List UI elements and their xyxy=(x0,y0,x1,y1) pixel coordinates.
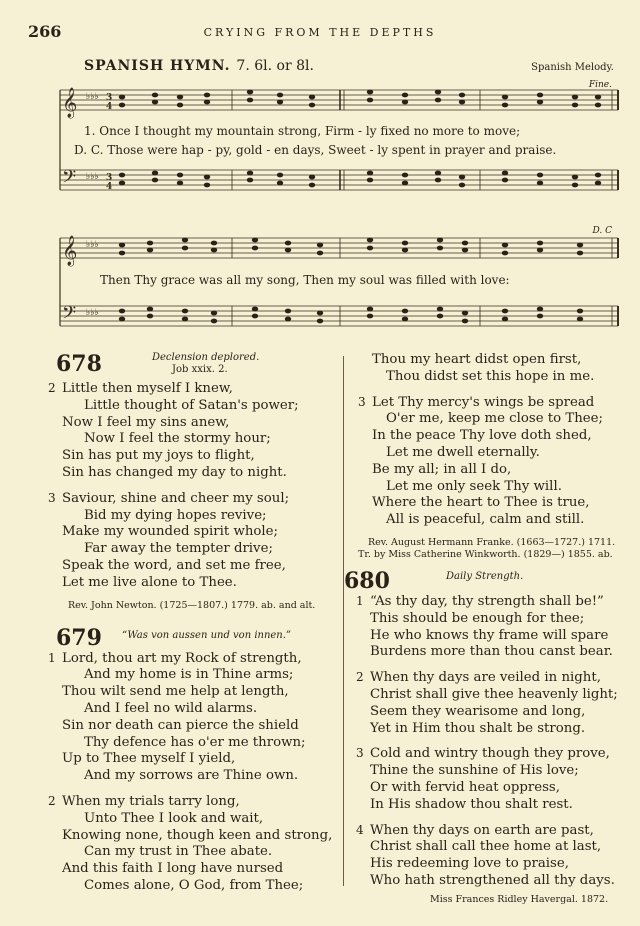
hymn-number: 679 xyxy=(56,624,102,651)
translator-credit: Tr. by Miss Catherine Winkworth. (1829—) 1855. ab. xyxy=(358,548,613,560)
lyric-line-2: Then Thy grace was all my song, Then my soul was filled with love: xyxy=(100,273,510,287)
verse-line: Speak the word, and set me free, xyxy=(62,557,286,573)
verse-line: And I feel no wild alarms. xyxy=(84,700,258,716)
verse-line: Thy defence has o'er me thrown; xyxy=(84,734,306,750)
verse-line: His redeeming love to praise, xyxy=(370,856,569,872)
verse-line: Burdens more than thou canst bear. xyxy=(370,644,613,660)
verse: 3 Cold and wintry though they prove, Thine the sunshine of His love; Or with fervid heat oppress, In His shadow thou shalt rest. xyxy=(370,745,625,813)
svg-text:♭♭♭: ♭♭♭ xyxy=(86,172,99,182)
verse-line: Up to Thee myself I yield, xyxy=(62,751,236,767)
hymn-679-heading xyxy=(56,624,342,651)
author-credit: Miss Frances Ridley Havergal. 1872. xyxy=(430,893,609,905)
hymn-subtitle: Daily Strength. xyxy=(446,570,524,582)
svg-text:♭♭♭: ♭♭♭ xyxy=(86,240,99,250)
verse-line: Where the heart to Thee is true, xyxy=(372,495,590,511)
verse-line: Thou didst set this hope in me. xyxy=(386,368,595,384)
svg-text:𝄢: 𝄢 xyxy=(62,167,77,192)
verse-line: When thy days on earth are past, xyxy=(370,822,594,838)
author-credit: Rev. August Hermann Franke. (1663—1727.) 1711. xyxy=(368,536,616,548)
verse-line: When my trials tarry long, xyxy=(62,793,240,809)
running-title: CRYING FROM THE DEPTHS xyxy=(203,26,437,39)
verse-line: Be my all; in all I do, xyxy=(372,461,512,477)
verse-line: He who knows thy frame will spare xyxy=(370,627,609,643)
verse-line: Knowing none, though keen and strong, xyxy=(62,827,333,843)
verse-line: Bid my dying hopes revive; xyxy=(84,507,267,523)
dc-mark: D. C xyxy=(592,226,612,236)
verse-line: Christ shall give thee heavenly light; xyxy=(370,686,618,702)
svg-text:4: 4 xyxy=(106,182,113,192)
verse-line: Saviour, shine and cheer my soul; xyxy=(62,490,290,506)
verse-line: Thine the sunshine of His love; xyxy=(370,763,579,779)
left-column xyxy=(48,350,342,903)
svg-text:♭♭♭: ♭♭♭ xyxy=(86,308,99,318)
svg-text:4: 4 xyxy=(106,102,113,112)
verse-line: When thy days are veiled in night, xyxy=(370,670,601,686)
verse-line: Yet in Him thou shalt be strong. xyxy=(370,720,586,736)
verse-line: “As thy day, thy strength shall be!” xyxy=(370,593,604,609)
verse: 1 Lord, thou art my Rock of strength, And my home is in Thine arms; Thou wilt send me help at length, And I feel no wild alarms. Sin nor death can pierce the shield Thy defence has o'er me thrown; Up to Thee myself I yield, And my sorrows are Thine own. xyxy=(62,650,342,785)
verse-line: This should be enough for thee; xyxy=(370,610,585,626)
tune-source: Spanish Melody. xyxy=(531,62,614,73)
verse-line: In the peace Thy love doth shed, xyxy=(372,428,592,444)
verse-continued xyxy=(372,352,625,386)
verse-line: Sin has changed my day to night. xyxy=(62,464,287,480)
verse-line: Let me live alone to Thee. xyxy=(62,574,237,590)
tune-name: SPANISH HYMN. xyxy=(84,58,231,74)
scripture-reference: Job xxix. 2. xyxy=(172,364,228,375)
verse-line: Comes alone, O God, from Thee; xyxy=(84,877,304,893)
verse-line: Let me dwell eternally. xyxy=(386,444,540,460)
verse-line: Cold and wintry though they prove, xyxy=(370,746,610,762)
verse-line: Or with fervid heat oppress, xyxy=(370,779,560,795)
hymn-number: 680 xyxy=(344,567,390,594)
tune-meter: 7. 6l. or 8l. xyxy=(236,58,314,74)
verse-line: Can my trust in Thee abate. xyxy=(84,844,273,860)
verse-line: Lord, thou art my Rock of strength, xyxy=(62,650,302,666)
verse-line: O'er me, keep me close to Thee; xyxy=(386,411,604,427)
verse-line: Thou wilt send me help at length, xyxy=(62,684,289,700)
verse-line: And my sorrows are Thine own. xyxy=(84,768,299,784)
verse: 3 Saviour, shine and cheer my soul; Bid my dying hopes revive; Make my wounded spirit whole; Far away the tempter drive; Speak the word, and set me free, Let me live alone to Thee. xyxy=(62,490,342,592)
verse-line: And this faith I long have nursed xyxy=(62,861,284,877)
verse: 1 “As thy day, thy strength shall be!” This should be enough for thee; He who knows thy frame will spare Burdens more than thou canst bear. xyxy=(370,593,625,661)
hymn-subtitle: Declension deplored. xyxy=(152,352,260,363)
verse-line: Christ shall call thee home at last, xyxy=(370,839,602,855)
svg-text:3: 3 xyxy=(106,93,113,103)
verse-line: Seem they wearisome and long, xyxy=(370,703,586,719)
column-divider xyxy=(343,356,344,886)
verse: 2 Little then myself I knew, Little thought of Satan's power; Now I feel my sins anew, Now I feel the stormy hour; Sin has put my joys to flight, Sin has changed my day to night. xyxy=(62,380,342,482)
verse: 4 When thy days on earth are past, Christ shall call thee home at last, His redeeming love to praise, Who hath strengthened all thy days. xyxy=(370,822,625,890)
verse-line: Let Thy mercy's wings be spread xyxy=(372,394,595,410)
verse-line: Little then myself I knew, xyxy=(62,381,233,396)
verse-line: Sin nor death can pierce the shield xyxy=(62,717,299,733)
verse-line: Far away the tempter drive; xyxy=(84,541,273,557)
hymn-subtitle: “Was von aussen und von innen.” xyxy=(122,629,292,641)
lyric-line-1: 1. Once I thought my mountain strong, Firm - ly fixed no more to move; xyxy=(84,124,521,138)
verse-line: Unto Thee I look and wait, xyxy=(84,810,264,826)
hymn-680-heading xyxy=(344,567,625,594)
svg-text:♭♭♭: ♭♭♭ xyxy=(86,92,99,102)
svg-text:𝄞: 𝄞 xyxy=(62,88,78,118)
verse-line: Now I feel my sins anew, xyxy=(62,414,230,430)
fine-mark: Fine. xyxy=(588,80,612,90)
hymn-678-heading xyxy=(56,350,342,380)
verse-line: Let me only seek Thy will. xyxy=(386,478,562,494)
svg-text:3: 3 xyxy=(106,173,113,183)
verse-line: Now I feel the stormy hour; xyxy=(84,431,271,447)
verse-line: Sin has put my joys to flight, xyxy=(62,448,255,464)
verse-line: Who hath strengthened all thy days. xyxy=(370,872,615,888)
hymn-number: 678 xyxy=(56,351,102,377)
verse: 3 Let Thy mercy's wings be spread O'er me, keep me close to Thee; In the peace Thy love doth shed, Let me dwell eternally. Be my all; in all I do, Let me only seek Thy will. Where the heart to Thee is true, All is peaceful, calm and still. xyxy=(372,394,625,529)
verse-line: Make my wounded spirit whole; xyxy=(62,524,278,540)
svg-text:𝄢: 𝄢 xyxy=(62,303,77,328)
verse-line: In His shadow thou shalt rest. xyxy=(370,796,573,812)
verse-line: Little thought of Satan's power; xyxy=(84,397,299,413)
verse: 2 When my trials tarry long, Unto Thee I look and wait, Knowing none, though keen and strong, Can my trust in Thee abate. And this faith I long have nursed Comes alone, O God, from Thee; xyxy=(62,793,342,895)
verse-line: And my home is in Thine arms; xyxy=(84,667,294,683)
lyric-line-dc: D. C. Those were hap - py, gold - en days, Sweet - ly spent in prayer and praise. xyxy=(74,143,557,157)
right-column xyxy=(344,352,625,906)
verse-line: Thou my heart didst open first, xyxy=(372,352,582,367)
verse-line: All is peaceful, calm and still. xyxy=(386,512,585,528)
svg-text:𝄞: 𝄞 xyxy=(62,236,78,266)
author-credit: Rev. John Newton. (1725—1807.) 1779. ab. and alt. xyxy=(68,599,316,611)
tune-heading xyxy=(84,58,314,74)
verse: 2 When thy days are veiled in night, Christ shall give thee heavenly light; Seem they wearisome and long, Yet in Him thou shalt be strong. xyxy=(370,669,625,737)
page-number: 266 xyxy=(28,22,62,41)
